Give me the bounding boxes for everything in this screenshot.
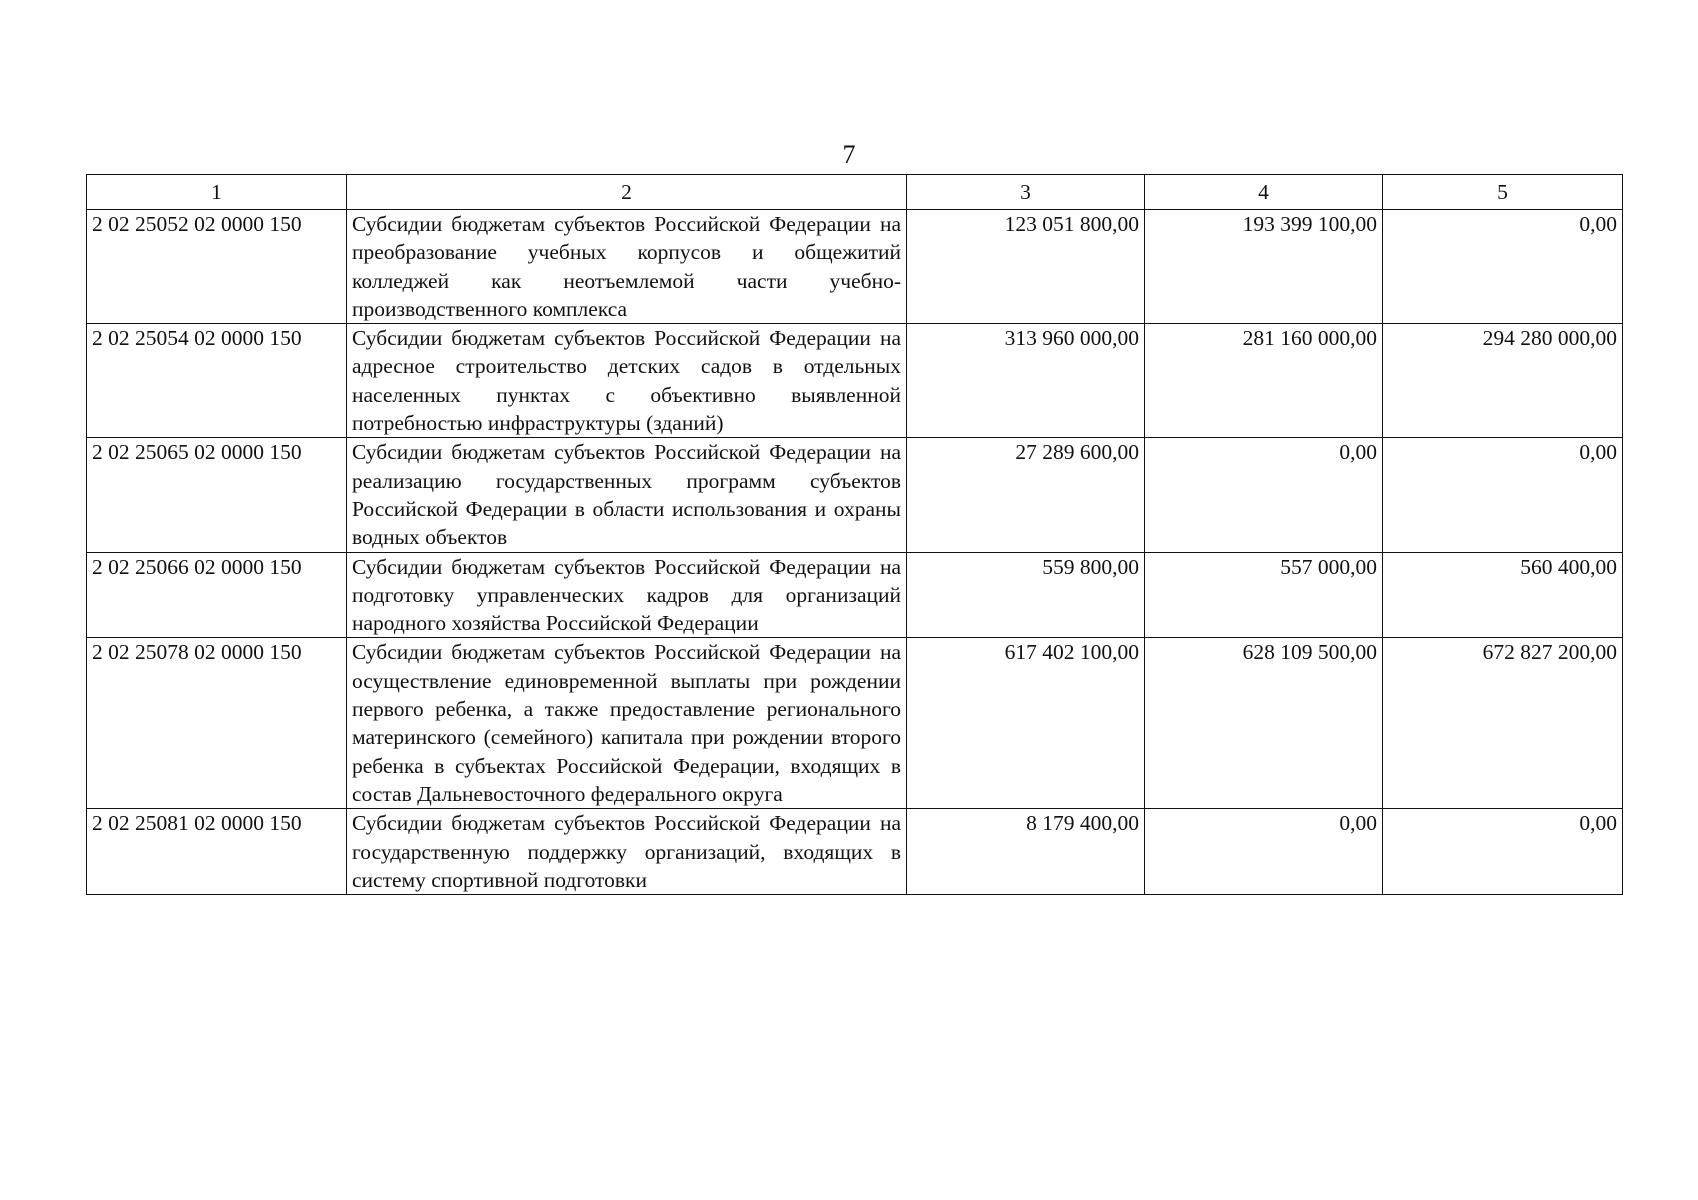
table-header <box>87 175 1623 210</box>
table-row <box>87 324 1623 438</box>
amount-col5-cell: 560 400,00 <box>1383 552 1623 638</box>
description-cell: Субсидии бюджетам субъектов Российской Федерации на реализацию государственных программ субъектов Российской Федерации в области использования и охраны водных объектов <box>347 438 907 552</box>
amount-col3-cell: 559 800,00 <box>907 552 1145 638</box>
table-row <box>87 552 1623 638</box>
amount-col5-cell: 0,00 <box>1383 210 1623 324</box>
amount-col4-cell: 281 160 000,00 <box>1145 324 1383 438</box>
amount-col3-cell: 313 960 000,00 <box>907 324 1145 438</box>
budget-code-cell: 2 02 25081 02 0000 150 <box>87 809 347 895</box>
budget-code-cell: 2 02 25065 02 0000 150 <box>87 438 347 552</box>
amount-col5-cell: 0,00 <box>1383 438 1623 552</box>
amount-col5-cell: 294 280 000,00 <box>1383 324 1623 438</box>
budget-code-cell: 2 02 25078 02 0000 150 <box>87 638 347 809</box>
column-header-5: 5 <box>1383 175 1623 210</box>
budget-code-cell: 2 02 25052 02 0000 150 <box>87 210 347 324</box>
table-row <box>87 438 1623 552</box>
amount-col4-cell: 557 000,00 <box>1145 552 1383 638</box>
description-cell: Субсидии бюджетам субъектов Российской Федерации на осуществление единовременной выплаты при рождении первого ребенка, а также предоставление регионального материнского (семейного) капитала при рождении второго ребенка в субъектах Российской Федерации, входящих в состав Дальневосточного федерального округа <box>347 638 907 809</box>
amount-col5-cell: 672 827 200,00 <box>1383 638 1623 809</box>
column-header-4: 4 <box>1145 175 1383 210</box>
page-number: 7 <box>842 140 856 169</box>
description-cell: Субсидии бюджетам субъектов Российской Федерации на государственную поддержку организаций, входящих в систему спортивной подготовки <box>347 809 907 895</box>
header-row <box>87 175 1623 210</box>
column-header-3: 3 <box>907 175 1145 210</box>
budget-code-cell: 2 02 25066 02 0000 150 <box>87 552 347 638</box>
table-body <box>87 210 1623 895</box>
description-cell: Субсидии бюджетам субъектов Российской Федерации на преобразование учебных корпусов и общежитий колледжей как неотъемлемой части учебно-производственного комплекса <box>347 210 907 324</box>
table-row <box>87 638 1623 809</box>
amount-col3-cell: 123 051 800,00 <box>907 210 1145 324</box>
table-row <box>87 809 1623 895</box>
amount-col3-cell: 27 289 600,00 <box>907 438 1145 552</box>
amount-col4-cell: 0,00 <box>1145 438 1383 552</box>
amount-col3-cell: 617 402 100,00 <box>907 638 1145 809</box>
description-cell: Субсидии бюджетам субъектов Российской Федерации на подготовку управленческих кадров для организаций народного хозяйства Российской Федерации <box>347 552 907 638</box>
amount-col4-cell: 628 109 500,00 <box>1145 638 1383 809</box>
budget-table <box>86 174 1623 895</box>
column-header-2: 2 <box>347 175 907 210</box>
amount-col5-cell: 0,00 <box>1383 809 1623 895</box>
table-row <box>87 210 1623 324</box>
amount-col4-cell: 0,00 <box>1145 809 1383 895</box>
column-header-1: 1 <box>87 175 347 210</box>
amount-col4-cell: 193 399 100,00 <box>1145 210 1383 324</box>
budget-code-cell: 2 02 25054 02 0000 150 <box>87 324 347 438</box>
amount-col3-cell: 8 179 400,00 <box>907 809 1145 895</box>
description-cell: Субсидии бюджетам субъектов Российской Федерации на адресное строительство детских садов в отдельных населенных пунктах с объективно выявленной потребностью инфраструктуры (зданий) <box>347 324 907 438</box>
